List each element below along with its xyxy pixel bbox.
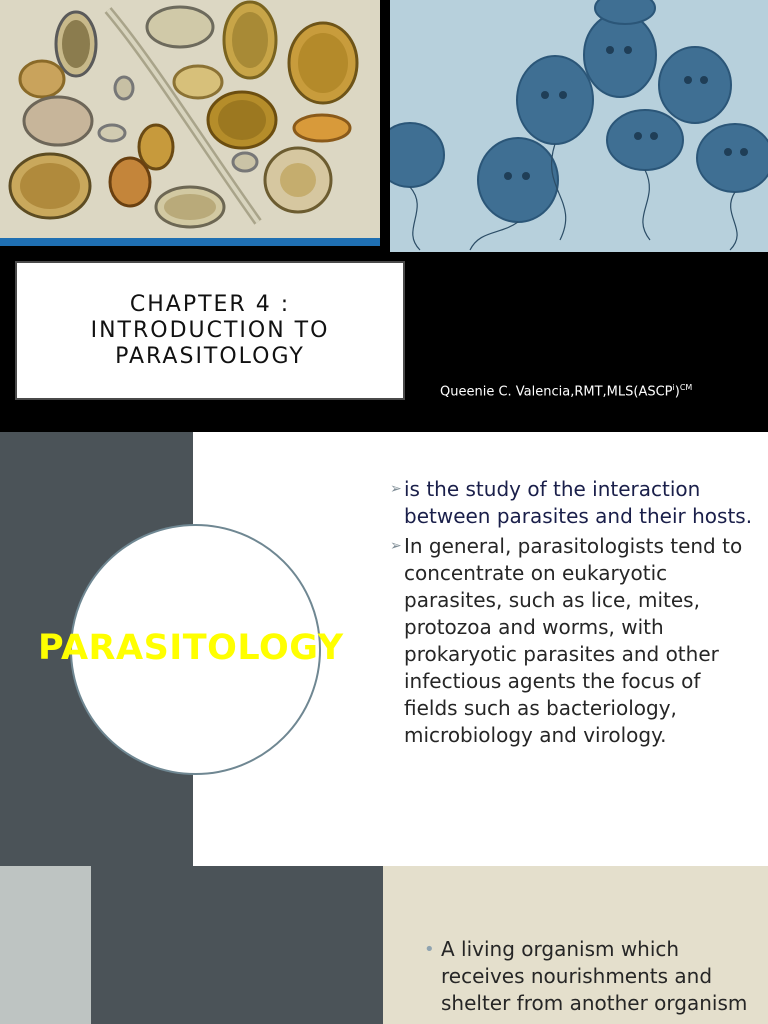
light-side-panel: [0, 866, 91, 1024]
slide-title: CHAPTER 4 : INTRODUCTION TO PARASITOLOGY: [90, 291, 330, 369]
parasitology-heading: PARASITOLOGY: [38, 628, 344, 668]
author-text: Queenie C. Valencia,RMT,MLS(ASCP: [440, 384, 673, 400]
giardia-microscopy-photo: [390, 0, 768, 252]
definition-slide: [0, 432, 768, 866]
bullet-text: is the study of the interaction between parasites and their hosts.: [404, 477, 753, 528]
arrow-bullet-icon: ➢: [390, 538, 402, 554]
bullet-item: [388, 476, 758, 530]
bullet-text: A living organism which receives nourishments and shelter from another organism: [441, 937, 748, 1015]
definition-bullets: [388, 476, 758, 752]
title-box: [15, 261, 405, 400]
author-cm: CM: [679, 383, 693, 392]
parasite-definition-slide: [0, 866, 768, 1024]
bullet-item: [388, 533, 758, 749]
image-edge-strip: [0, 238, 380, 246]
parasite-eggs-photo: [0, 0, 380, 243]
bullet-text: In general, parasitologists tend to concentrate on eukaryotic parasites, such as lice, mites, protozoa and worms, with prokaryotic parasites and other infectious agents the focus of fields such as bacteriology, microbiology and virology.: [404, 534, 743, 747]
author-name: [440, 383, 692, 399]
author-superscript: i: [672, 383, 675, 392]
dark-side-panel: [91, 866, 383, 1024]
arrow-bullet-icon: ➢: [390, 481, 402, 497]
title-slide: [0, 0, 768, 432]
dot-bullet-icon: •: [424, 939, 435, 960]
author-paren: ): [674, 384, 680, 400]
bullet-item: [424, 936, 754, 1017]
